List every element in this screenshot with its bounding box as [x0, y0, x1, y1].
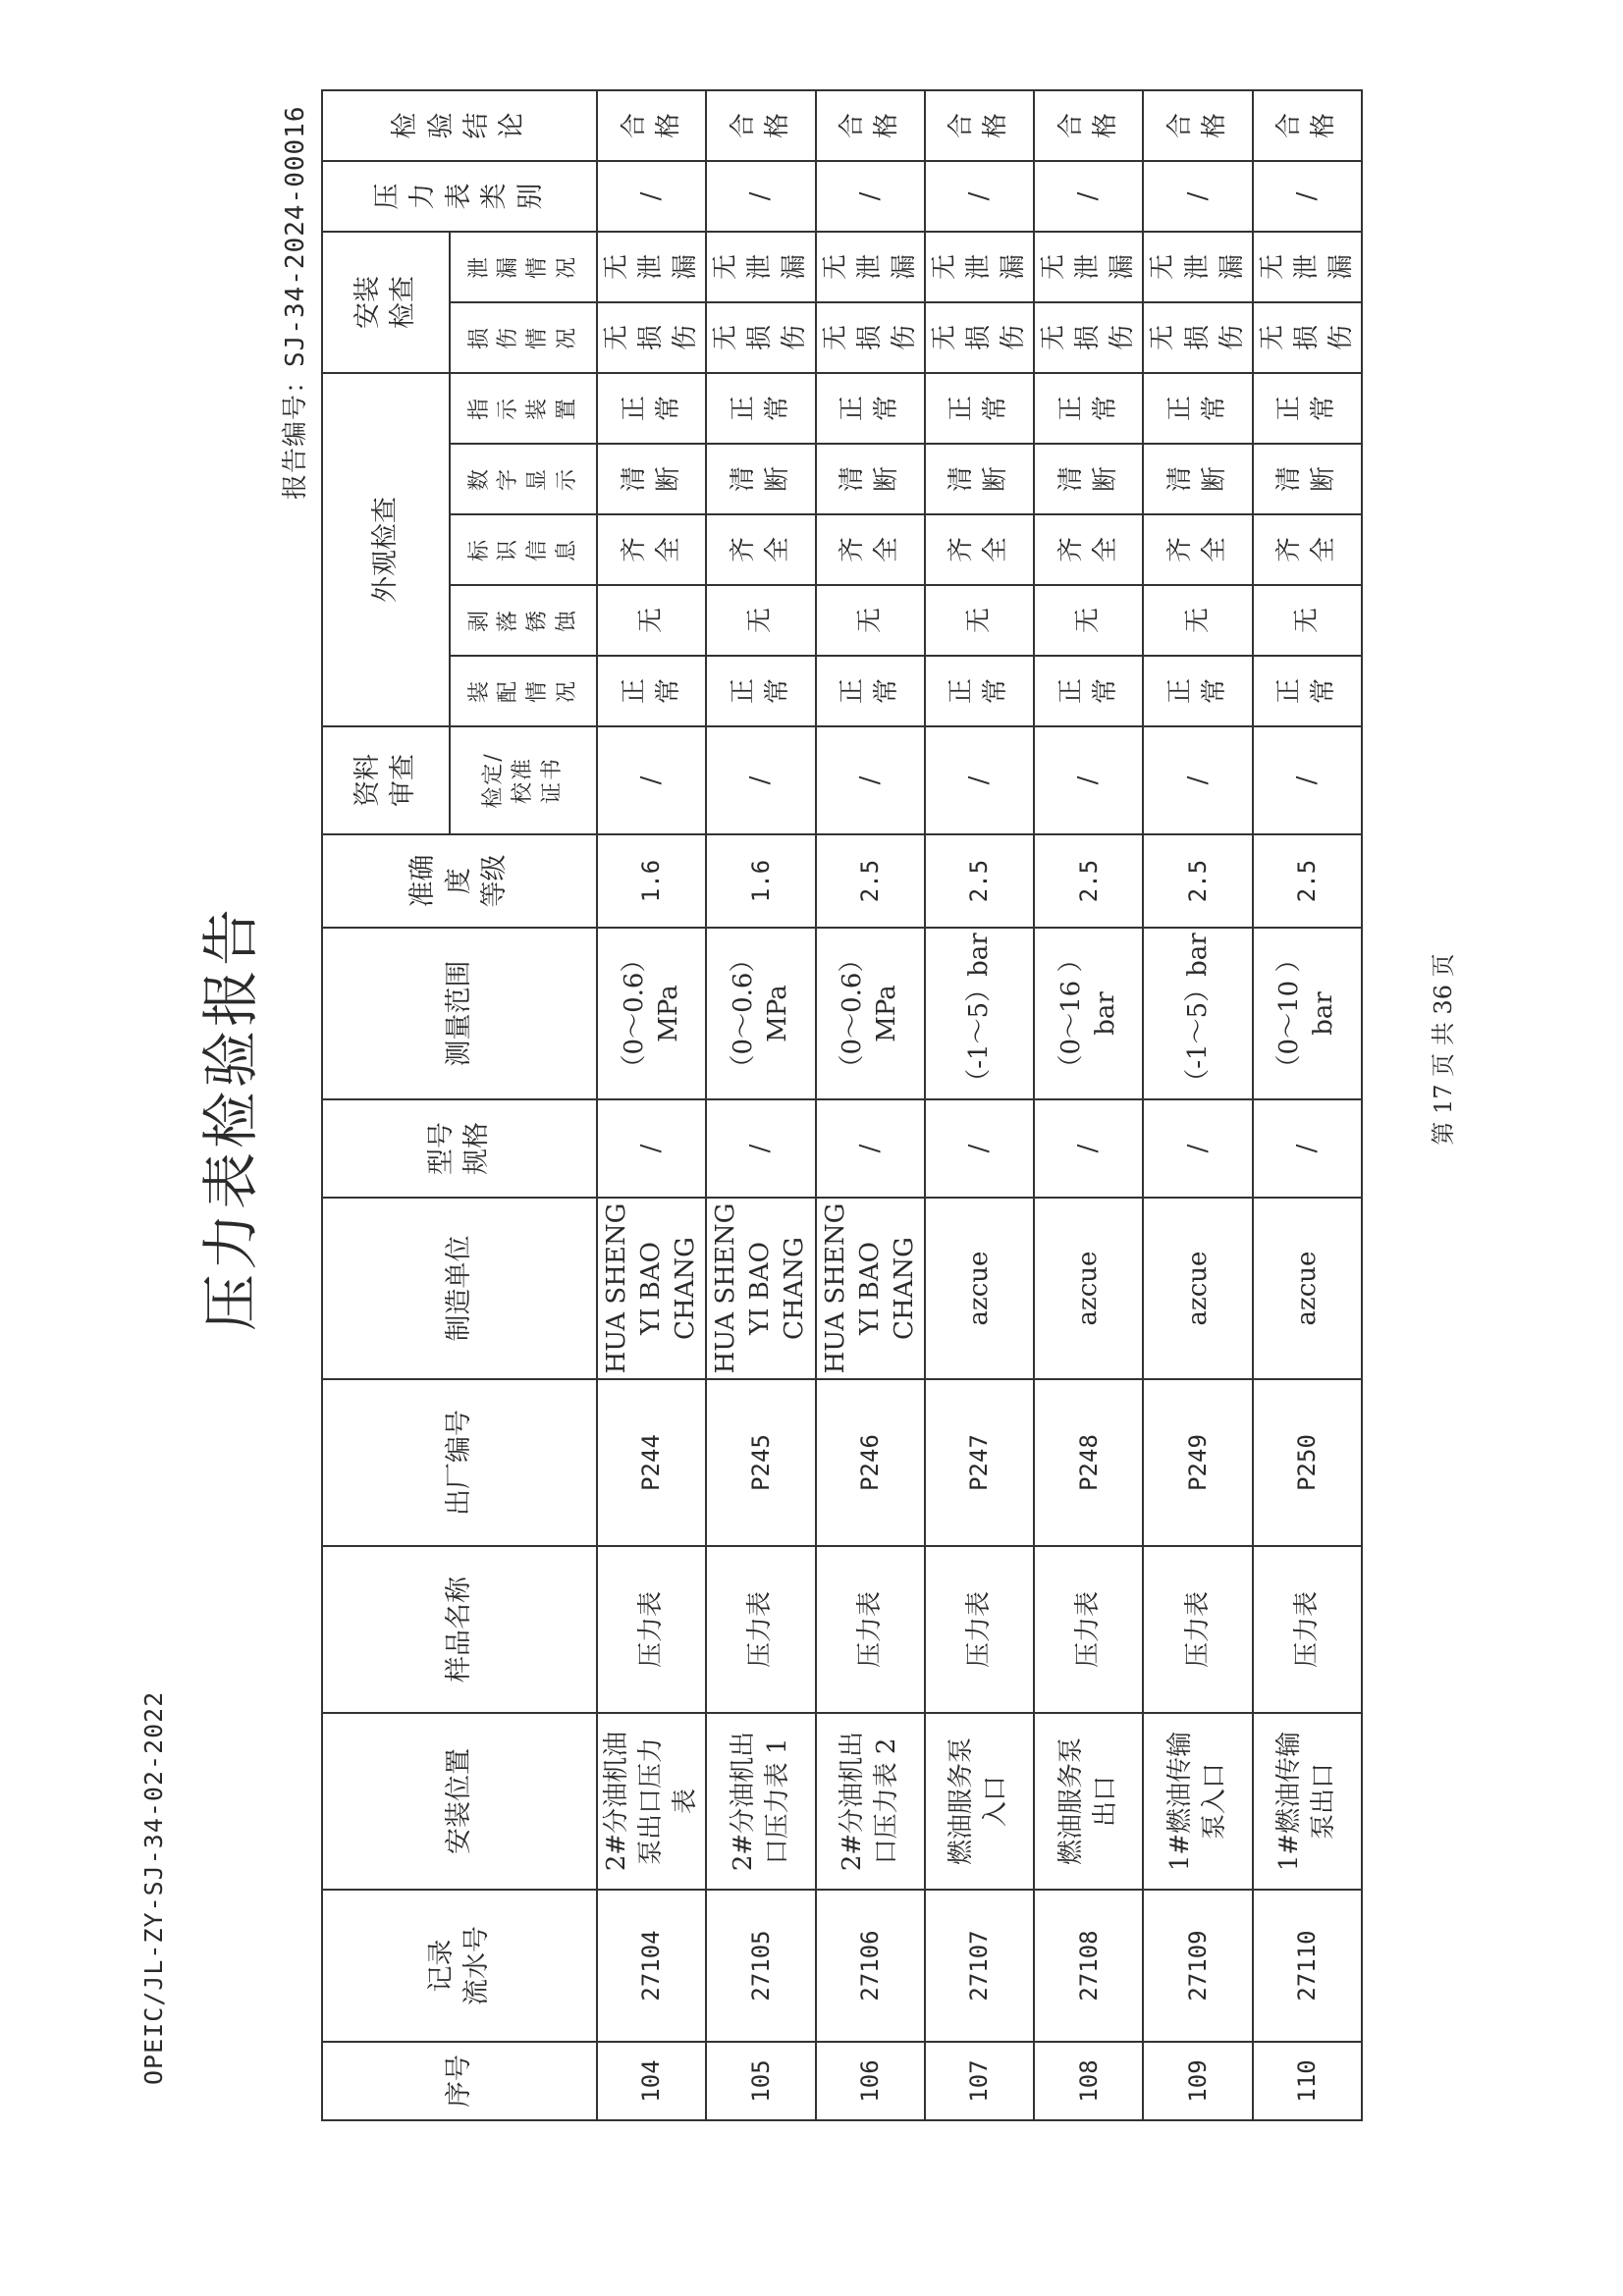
table-row	[706, 90, 815, 2120]
cell-range: （-1～5）bar	[925, 928, 1034, 1099]
cell-conclusion: 合 格	[1253, 90, 1362, 161]
col-label-info: 标 识 信 息	[450, 514, 597, 585]
col-location: 安装位置	[322, 1713, 597, 1890]
cell-sample: 压力表	[816, 1546, 925, 1713]
col-calib: 检定/ 校准 证书	[450, 726, 597, 834]
cell-accuracy: 1.6	[706, 834, 815, 928]
col-maker: 制造单位	[322, 1198, 597, 1379]
cell-damage: 无 损 伤	[925, 302, 1034, 373]
cell-conclusion: 合 格	[1143, 90, 1252, 161]
cell-record-no: 27108	[1034, 1890, 1143, 2042]
report-number	[275, 106, 311, 500]
cell-location: 燃油服务泵 入口	[925, 1713, 1034, 1890]
cell-range: （0～0.6） MPa	[706, 928, 815, 1099]
cell-sample: 压力表	[1253, 1546, 1362, 1713]
cell-location: 2#分油机出 口压力表 1	[706, 1713, 815, 1890]
report-number-value: SJ-34-2024-00016	[281, 105, 310, 367]
cell-maker: azcue	[1034, 1198, 1143, 1379]
cell-damage: 无 损 伤	[1253, 302, 1362, 373]
cell-calib: /	[1034, 726, 1143, 834]
cell-model: /	[925, 1099, 1034, 1198]
cell-peel: 无	[706, 585, 815, 656]
cell-assembly: 正 常	[1143, 656, 1252, 726]
cell-digits: 清 断	[816, 444, 925, 514]
cell-peel: 无	[816, 585, 925, 656]
col-damage: 损 伤 情 况	[450, 302, 597, 373]
cell-gauge-type: /	[597, 161, 706, 232]
cell-record-no: 27110	[1253, 1890, 1362, 2042]
cell-leak: 无 泄 漏	[1143, 232, 1252, 302]
cell-accuracy: 1.6	[597, 834, 706, 928]
report-number-label: 报告编号：	[281, 366, 310, 500]
cell-sample: 压力表	[597, 1546, 706, 1713]
col-digits: 数 字 显 示	[450, 444, 597, 514]
cell-damage: 无 损 伤	[706, 302, 815, 373]
cell-digits: 清 断	[1253, 444, 1362, 514]
cell-accuracy: 2.5	[1143, 834, 1252, 928]
cell-seq: 108	[1034, 2042, 1143, 2120]
cell-record-no: 27107	[925, 1890, 1034, 2042]
col-record-no: 记录 流水号	[322, 1890, 597, 2042]
cell-sample: 压力表	[925, 1546, 1034, 1713]
cell-digits: 清 断	[1143, 444, 1252, 514]
cell-conclusion: 合 格	[706, 90, 815, 161]
cell-leak: 无 泄 漏	[1034, 232, 1143, 302]
cell-assembly: 正 常	[597, 656, 706, 726]
cell-record-no: 27105	[706, 1890, 815, 2042]
cell-damage: 无 损 伤	[1034, 302, 1143, 373]
cell-conclusion: 合 格	[816, 90, 925, 161]
table-row	[597, 90, 706, 2120]
col-range: 测量范围	[322, 928, 597, 1099]
cell-leak: 无 泄 漏	[597, 232, 706, 302]
cell-maker: HUA SHENG YI BAO CHANG	[597, 1198, 706, 1379]
cell-model: /	[1253, 1099, 1362, 1198]
cell-accuracy: 2.5	[1253, 834, 1362, 928]
cell-leak: 无 泄 漏	[706, 232, 815, 302]
cell-location: 1#燃油传输 泵入口	[1143, 1713, 1252, 1890]
cell-record-no: 27104	[597, 1890, 706, 2042]
cell-serial: P250	[1253, 1379, 1362, 1546]
col-accuracy: 准确 度 等级	[322, 834, 597, 928]
cell-accuracy: 2.5	[1034, 834, 1143, 928]
cell-assembly: 正 常	[706, 656, 815, 726]
cell-seq: 105	[706, 2042, 815, 2120]
document-code: OPEIC/JL-ZY-SJ-34-02-2022	[139, 1690, 168, 2085]
col-gauge-type: 压 力 表 类 别	[322, 161, 597, 232]
cell-digits: 清 断	[925, 444, 1034, 514]
cell-calib: /	[706, 726, 815, 834]
cell-calib: /	[925, 726, 1034, 834]
col-serial: 出厂编号	[322, 1379, 597, 1546]
cell-digits: 清 断	[597, 444, 706, 514]
cell-gauge-type: /	[1034, 161, 1143, 232]
cell-record-no: 27106	[816, 1890, 925, 2042]
cell-pointer: 正 常	[597, 373, 706, 444]
cell-conclusion: 合 格	[1034, 90, 1143, 161]
cell-peel: 无	[1034, 585, 1143, 656]
cell-conclusion: 合 格	[597, 90, 706, 161]
cell-label-info: 齐 全	[706, 514, 815, 585]
col-assembly: 装 配 情 况	[450, 656, 597, 726]
cell-accuracy: 2.5	[816, 834, 925, 928]
col-leak: 泄 漏 情 况	[450, 232, 597, 302]
page-title: 压力表检验报告	[197, 905, 264, 1332]
cell-assembly: 正 常	[816, 656, 925, 726]
cell-peel: 无	[1253, 585, 1362, 656]
cell-damage: 无 损 伤	[1143, 302, 1252, 373]
cell-model: /	[1143, 1099, 1252, 1198]
cell-range: （0～0.6） MPa	[597, 928, 706, 1099]
cell-label-info: 齐 全	[597, 514, 706, 585]
cell-conclusion: 合 格	[925, 90, 1034, 161]
cell-model: /	[816, 1099, 925, 1198]
cell-accuracy: 2.5	[925, 834, 1034, 928]
cell-gauge-type: /	[925, 161, 1034, 232]
inspection-table	[321, 89, 1363, 2121]
table-row	[1034, 90, 1143, 2120]
cell-label-info: 齐 全	[1143, 514, 1252, 585]
cell-model: /	[706, 1099, 815, 1198]
cell-pointer: 正 常	[1034, 373, 1143, 444]
cell-peel: 无	[925, 585, 1034, 656]
col-install-check: 安装 检查	[322, 232, 450, 373]
cell-label-info: 齐 全	[1253, 514, 1362, 585]
cell-seq: 109	[1143, 2042, 1252, 2120]
cell-label-info: 齐 全	[925, 514, 1034, 585]
cell-range: （-1～5）bar	[1143, 928, 1252, 1099]
cell-location: 燃油服务泵 出口	[1034, 1713, 1143, 1890]
cell-model: /	[597, 1099, 706, 1198]
page-number: 第 17 页 共 36 页	[1430, 953, 1457, 1146]
cell-maker: azcue	[1253, 1198, 1362, 1379]
cell-maker: HUA SHENG YI BAO CHANG	[706, 1198, 815, 1379]
cell-pointer: 正 常	[1143, 373, 1252, 444]
table-row	[816, 90, 925, 2120]
col-doc-review: 资料 审查	[322, 726, 450, 834]
table-body	[597, 90, 1362, 2120]
cell-location: 2#分油机油 泵出口压力 表	[597, 1713, 706, 1890]
cell-record-no: 27109	[1143, 1890, 1252, 2042]
cell-serial: P245	[706, 1379, 815, 1546]
cell-maker: azcue	[925, 1198, 1034, 1379]
cell-seq: 106	[816, 2042, 925, 2120]
col-seq: 序号	[322, 2042, 597, 2120]
table-row	[925, 90, 1034, 2120]
cell-digits: 清 断	[1034, 444, 1143, 514]
cell-calib: /	[816, 726, 925, 834]
cell-pointer: 正 常	[1253, 373, 1362, 444]
cell-seq: 107	[925, 2042, 1034, 2120]
cell-calib: /	[597, 726, 706, 834]
cell-location: 2#分油机出 口压力表 2	[816, 1713, 925, 1890]
cell-serial: P249	[1143, 1379, 1252, 1546]
cell-serial: P246	[816, 1379, 925, 1546]
cell-assembly: 正 常	[925, 656, 1034, 726]
cell-location: 1#燃油传输 泵出口	[1253, 1713, 1362, 1890]
cell-seq: 110	[1253, 2042, 1362, 2120]
cell-maker: azcue	[1143, 1198, 1252, 1379]
cell-serial: P247	[925, 1379, 1034, 1546]
cell-sample: 压力表	[1143, 1546, 1252, 1713]
col-appearance: 外观检查	[322, 373, 450, 726]
cell-pointer: 正 常	[816, 373, 925, 444]
table-row	[1253, 90, 1362, 2120]
cell-damage: 无 损 伤	[816, 302, 925, 373]
cell-calib: /	[1253, 726, 1362, 834]
cell-maker: HUA SHENG YI BAO CHANG	[816, 1198, 925, 1379]
cell-damage: 无 损 伤	[597, 302, 706, 373]
cell-leak: 无 泄 漏	[816, 232, 925, 302]
table-row	[1143, 90, 1252, 2120]
cell-gauge-type: /	[1143, 161, 1252, 232]
cell-range: （0～10 ） bar	[1253, 928, 1362, 1099]
cell-peel: 无	[597, 585, 706, 656]
cell-digits: 清 断	[706, 444, 815, 514]
cell-pointer: 正 常	[925, 373, 1034, 444]
cell-calib: /	[1143, 726, 1252, 834]
col-peel: 剥 落 锈 蚀	[450, 585, 597, 656]
cell-leak: 无 泄 漏	[1253, 232, 1362, 302]
cell-range: （0～16 ） bar	[1034, 928, 1143, 1099]
cell-leak: 无 泄 漏	[925, 232, 1034, 302]
cell-sample: 压力表	[1034, 1546, 1143, 1713]
cell-serial: P244	[597, 1379, 706, 1546]
cell-gauge-type: /	[816, 161, 925, 232]
col-model: 型号 规格	[322, 1099, 597, 1198]
cell-label-info: 齐 全	[816, 514, 925, 585]
cell-model: /	[1034, 1099, 1143, 1198]
col-sample: 样品名称	[322, 1546, 597, 1713]
col-pointer: 指 示 装 置	[450, 373, 597, 444]
cell-assembly: 正 常	[1034, 656, 1143, 726]
cell-gauge-type: /	[1253, 161, 1362, 232]
cell-range: （0～0.6） MPa	[816, 928, 925, 1099]
cell-seq: 104	[597, 2042, 706, 2120]
col-conclusion: 检 验 结 论	[322, 90, 597, 161]
cell-peel: 无	[1143, 585, 1252, 656]
cell-gauge-type: /	[706, 161, 815, 232]
cell-serial: P248	[1034, 1379, 1143, 1546]
cell-pointer: 正 常	[706, 373, 815, 444]
cell-sample: 压力表	[706, 1546, 815, 1713]
cell-assembly: 正 常	[1253, 656, 1362, 726]
cell-label-info: 齐 全	[1034, 514, 1143, 585]
